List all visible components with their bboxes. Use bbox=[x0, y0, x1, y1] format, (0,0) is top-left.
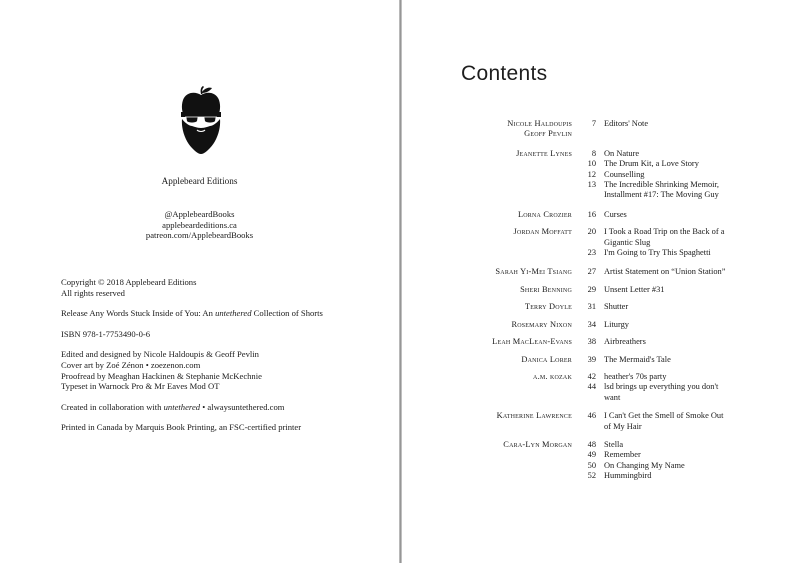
page-number: 27 bbox=[587, 267, 596, 277]
page-number: 52 bbox=[587, 471, 596, 481]
toc-item[interactable] bbox=[572, 149, 754, 159]
toc-entry bbox=[402, 337, 800, 347]
credit-editors: Edited and designed by Nicole Haldoupis & Geoff Pevlin bbox=[61, 349, 259, 360]
applebeard-logo-icon bbox=[176, 86, 226, 154]
piece-title-line: Unsent Letter #31 bbox=[604, 284, 665, 294]
toc-items bbox=[572, 267, 754, 277]
collaboration-block bbox=[61, 402, 381, 413]
piece-title bbox=[604, 227, 754, 248]
piece-title bbox=[604, 440, 754, 450]
piece-title bbox=[604, 180, 754, 201]
copyright-page bbox=[0, 0, 399, 563]
credits-block bbox=[61, 349, 381, 391]
toc-item[interactable] bbox=[572, 159, 754, 169]
piece-title-line: I Can't Get the Smell of Smoke Out bbox=[604, 411, 724, 421]
piece-title bbox=[604, 461, 754, 471]
toc-item[interactable] bbox=[572, 355, 754, 365]
toc-author bbox=[402, 355, 572, 365]
toc-author bbox=[402, 337, 572, 347]
toc-entry bbox=[402, 119, 800, 140]
piece-title bbox=[604, 248, 754, 258]
title-text-italic: untethered bbox=[215, 308, 252, 319]
author-name: Jeanette Lynes bbox=[516, 148, 572, 158]
piece-title-line: On Changing My Name bbox=[604, 460, 685, 470]
copyright-line: Copyright © 2018 Applebeard Editions bbox=[61, 277, 197, 287]
toc-item[interactable] bbox=[572, 411, 754, 432]
toc-item[interactable] bbox=[572, 285, 754, 295]
twitter-handle: @ApplebeardBooks bbox=[164, 209, 235, 219]
piece-title-line: Artist Statement on “Union Station” bbox=[604, 267, 726, 277]
collab-text-end: • alwaysuntethered.com bbox=[200, 401, 285, 412]
page-number: 48 bbox=[587, 439, 596, 449]
piece-title-line: Curses bbox=[604, 209, 627, 219]
page-number: 20 bbox=[587, 227, 596, 237]
collab-text-start: Created in collaboration with bbox=[61, 401, 164, 412]
page-number: 16 bbox=[587, 209, 596, 219]
toc-items bbox=[572, 119, 754, 140]
page-number: 13 bbox=[587, 180, 596, 190]
page-number: 39 bbox=[587, 354, 596, 364]
title-text-start: Release Any Words Stuck Inside of You: An bbox=[61, 308, 216, 319]
piece-title-line: The Drum Kit, a Love Story bbox=[604, 159, 699, 169]
piece-title-line: Airbreathers bbox=[604, 337, 646, 347]
toc-entry bbox=[402, 149, 800, 201]
page-number: 31 bbox=[587, 302, 596, 312]
toc-item[interactable] bbox=[572, 119, 754, 129]
toc-items bbox=[572, 285, 754, 295]
toc-author bbox=[402, 210, 572, 220]
toc-items bbox=[572, 149, 754, 201]
author-name: Jordan Moffatt bbox=[513, 227, 572, 237]
author-name: Terry Doyle bbox=[524, 302, 572, 312]
piece-title-line: want bbox=[604, 392, 621, 402]
author-name: Katherine Lawrence bbox=[496, 411, 572, 421]
piece-title-line: Editors' Note bbox=[604, 119, 649, 128]
website-link: applebeardeditions.ca bbox=[162, 219, 237, 230]
piece-title-line: Stella bbox=[604, 439, 624, 449]
toc-items bbox=[572, 440, 754, 482]
toc-entry bbox=[402, 302, 800, 312]
toc-author bbox=[402, 149, 572, 201]
piece-title bbox=[604, 210, 754, 220]
page-number: 8 bbox=[591, 148, 596, 158]
toc-items bbox=[572, 227, 754, 258]
toc-items bbox=[572, 320, 754, 330]
toc-items bbox=[572, 411, 754, 432]
toc-item[interactable] bbox=[572, 372, 754, 382]
toc-item[interactable] bbox=[572, 461, 754, 471]
toc-item[interactable] bbox=[572, 440, 754, 450]
toc-author bbox=[402, 302, 572, 312]
piece-title-line: Installment #17: The Moving Guy bbox=[604, 190, 719, 200]
page-number: 44 bbox=[587, 382, 596, 392]
piece-title bbox=[604, 471, 754, 481]
toc-entry bbox=[402, 355, 800, 365]
piece-title-line: Shutter bbox=[604, 302, 629, 312]
piece-title-line: Liturgy bbox=[604, 319, 629, 329]
toc-items bbox=[572, 355, 754, 365]
toc-item[interactable] bbox=[572, 382, 754, 403]
copyright-block bbox=[61, 277, 381, 298]
piece-title bbox=[604, 285, 754, 295]
publisher-name: Applebeard Editions bbox=[161, 176, 238, 186]
toc-author bbox=[402, 227, 572, 258]
toc-entry bbox=[402, 411, 800, 432]
book-title-line bbox=[61, 308, 381, 319]
toc-item[interactable] bbox=[572, 170, 754, 180]
toc-entry bbox=[402, 440, 800, 482]
toc-items bbox=[572, 302, 754, 312]
toc-author bbox=[402, 267, 572, 277]
patreon-link: patreon.com/ApplebeardBooks bbox=[145, 230, 254, 241]
collab-text-italic: untethered bbox=[163, 401, 201, 412]
piece-title bbox=[604, 302, 754, 312]
page-number: 42 bbox=[587, 371, 596, 381]
piece-title-line: The Mermaid's Tale bbox=[604, 354, 671, 364]
piece-title bbox=[604, 170, 754, 180]
toc-item[interactable] bbox=[572, 267, 754, 277]
toc-item[interactable] bbox=[572, 302, 754, 312]
author-name: Sarah Yi-Mei Tsiang bbox=[495, 267, 572, 277]
piece-title-line: The Incredible Shrinking Memoir, bbox=[604, 180, 720, 190]
toc-author bbox=[402, 411, 572, 432]
piece-title-line: Counselling bbox=[604, 169, 645, 179]
rights-line: All rights reserved bbox=[61, 287, 125, 298]
toc-author bbox=[402, 440, 572, 482]
author-name: Sheri Benning bbox=[520, 284, 572, 294]
toc-item[interactable] bbox=[572, 337, 754, 347]
page-number: 7 bbox=[591, 119, 596, 128]
piece-title bbox=[604, 450, 754, 460]
printer-line: Printed in Canada by Marquis Book Printing, an FSC-certified printer bbox=[61, 422, 302, 433]
table-of-contents bbox=[402, 119, 800, 489]
printer-block bbox=[61, 422, 381, 433]
piece-title-line: I Took a Road Trip on the Back of a bbox=[604, 227, 725, 237]
credit-typeset: Typeset in Warnock Pro & Mr Eaves Mod OT bbox=[61, 381, 220, 392]
page-number: 46 bbox=[587, 411, 596, 421]
isbn-block bbox=[61, 329, 381, 340]
contents-title: Contents bbox=[461, 62, 548, 85]
piece-title-line: On Nature bbox=[604, 148, 640, 158]
author-name: a.m. kozak bbox=[533, 371, 572, 381]
piece-title bbox=[604, 159, 754, 169]
page-number: 10 bbox=[587, 159, 596, 169]
piece-title-line: of My Hair bbox=[604, 421, 642, 431]
title-text-end: Collection of Shorts bbox=[251, 308, 323, 319]
author-name: Nicole Haldoupis bbox=[507, 119, 572, 128]
toc-item[interactable] bbox=[572, 248, 754, 258]
piece-title bbox=[604, 149, 754, 159]
piece-title bbox=[604, 411, 754, 432]
author-name: Leah MacLean-Evans bbox=[492, 337, 572, 347]
publisher-contact bbox=[0, 209, 399, 241]
toc-entry bbox=[402, 210, 800, 220]
colophon bbox=[61, 277, 381, 443]
piece-title-line: Gigantic Slug bbox=[604, 237, 651, 247]
piece-title-line: Hummingbird bbox=[604, 471, 652, 481]
piece-title bbox=[604, 382, 754, 403]
toc-items bbox=[572, 337, 754, 347]
piece-title-line: Remember bbox=[604, 450, 641, 460]
toc-author bbox=[402, 119, 572, 140]
page-number: 23 bbox=[587, 248, 596, 258]
toc-item[interactable] bbox=[572, 320, 754, 330]
toc-entry bbox=[402, 227, 800, 258]
piece-title bbox=[604, 267, 754, 277]
toc-entry bbox=[402, 320, 800, 330]
page-number: 12 bbox=[587, 169, 596, 179]
piece-title-line: I'm Going to Try This Spaghetti bbox=[604, 248, 711, 258]
page-number: 50 bbox=[587, 460, 596, 470]
piece-title-line: heather's 70s party bbox=[604, 371, 667, 381]
toc-entry bbox=[402, 285, 800, 295]
toc-items bbox=[572, 372, 754, 403]
toc-item[interactable] bbox=[572, 210, 754, 220]
credit-proofread: Proofread by Meaghan Hackinen & Stephanie McKechnie bbox=[61, 370, 262, 381]
page-number: 38 bbox=[587, 337, 596, 347]
page-number: 49 bbox=[587, 450, 596, 460]
author-name: Cara-Lyn Morgan bbox=[503, 439, 572, 449]
credit-cover-art: Cover art by Zoé Zénon • zoezenon.com bbox=[61, 359, 201, 370]
isbn: ISBN 978-1-7753490-0-6 bbox=[61, 328, 151, 339]
page-number: 34 bbox=[587, 319, 596, 329]
toc-author bbox=[402, 320, 572, 330]
toc-item[interactable] bbox=[572, 471, 754, 481]
piece-title bbox=[604, 355, 754, 365]
toc-item[interactable] bbox=[572, 180, 754, 201]
piece-title bbox=[604, 320, 754, 330]
toc-item[interactable] bbox=[572, 227, 754, 248]
page-number: 29 bbox=[587, 284, 596, 294]
piece-title bbox=[604, 337, 754, 347]
toc-author bbox=[402, 372, 572, 403]
author-name: Rosemary Nixon bbox=[511, 319, 572, 329]
piece-title-line: lsd brings up everything you don't bbox=[604, 382, 719, 392]
toc-items bbox=[572, 210, 754, 220]
toc-entry bbox=[402, 267, 800, 277]
author-name: Geoff Pevlin bbox=[524, 129, 572, 139]
toc-entry bbox=[402, 372, 800, 403]
toc-author bbox=[402, 285, 572, 295]
piece-title bbox=[604, 372, 754, 382]
toc-item[interactable] bbox=[572, 450, 754, 460]
piece-title bbox=[604, 119, 754, 129]
author-name: Danica Lorer bbox=[521, 354, 572, 364]
author-name: Lorna Crozier bbox=[517, 209, 572, 219]
